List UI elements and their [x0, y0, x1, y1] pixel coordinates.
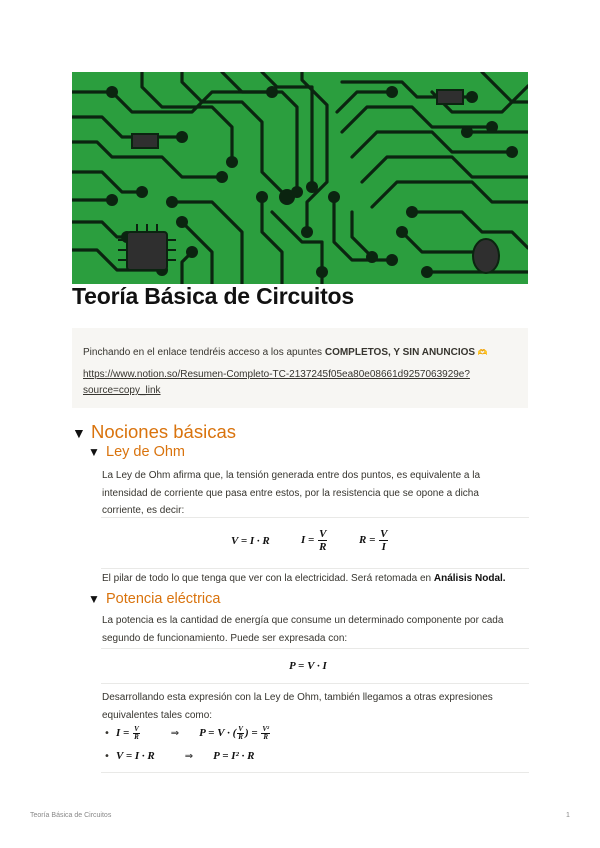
ohm-equation-block [101, 517, 529, 569]
divider [101, 772, 529, 773]
toggle-heading-potencia[interactable] [88, 591, 220, 607]
ohm-eq3-lhs: R = [359, 534, 376, 547]
bullet1-lhs: I = [116, 727, 130, 740]
bullet-icon: • [104, 728, 110, 740]
ohm-eq3 [359, 528, 389, 553]
bullet1-rhs-den: R [238, 733, 243, 741]
ohm-closing [102, 570, 532, 588]
page-title: Teoría Básica de Circuitos [72, 283, 354, 309]
ohm-eq2-fraction [318, 528, 327, 553]
bullet2-eq [116, 750, 254, 762]
notion-link[interactable] [83, 367, 516, 399]
footer-page-number: 1 [566, 812, 570, 819]
bullet1-rhs-num2: V² [262, 725, 270, 733]
bullet-icon: • [104, 751, 110, 762]
list-item [104, 726, 271, 741]
bullet1-lhs-frac [133, 726, 140, 741]
bullet1-rhs-num: V [238, 725, 243, 733]
notion-link-line1[interactable]: https://www.notion.so/Resumen-Completo-TC-2137245f05ea80e08661d9257063929e? [83, 369, 470, 380]
implies-arrow-icon: ⇒ [184, 751, 194, 762]
ohm-eq2-den: R [319, 541, 327, 553]
footer-title: Teoría Básica de Circuitos [30, 812, 112, 819]
ohm-eq3-den: I [381, 541, 386, 553]
power-eq: P = V · I [289, 660, 327, 672]
bullet2-rhs: P = I² · R [213, 750, 255, 762]
ohm-eq3-fraction [379, 528, 388, 553]
bullet1-rhs-frac [237, 726, 244, 741]
notion-link-line2[interactable]: source=copy_link [83, 385, 161, 396]
cover-image [72, 72, 528, 284]
bullet1-rhs-mid: ) = [244, 727, 258, 740]
power-equation-block [101, 648, 529, 684]
ohm-eq2-num: V [319, 528, 327, 540]
list-item [104, 750, 254, 762]
power-followup: Desarrollando esta expresión con la Ley de Ohm, también llegamos a otras expresiones equivalentes tales como: [102, 692, 493, 721]
toggle-triangle-icon[interactable]: ▼ [88, 445, 100, 459]
implies-arrow-icon: ⇒ [170, 728, 180, 740]
bullet1-lhs-den: R [134, 733, 139, 741]
heart-hands-icon: 🫶 [477, 348, 488, 357]
power-title: Potencia eléctrica [106, 591, 221, 607]
ohm-title: Ley de Ohm [106, 444, 185, 460]
ohm-closing-text: El pilar de todo lo que tenga que ver con la electricidad. Será retomada en [102, 573, 432, 584]
power-intro: La potencia es la cantidad de energía que consume un determinado componente por cada segundo de funcionamiento. Puede ser expresada con: [102, 615, 504, 644]
ohm-closing-bold: Análisis Nodal. [433, 573, 506, 584]
ohm-eq2 [301, 528, 328, 553]
bullet1-eq [116, 727, 271, 739]
callout-emphasis: COMPLETOS, Y SIN ANUNCIOS [324, 347, 476, 358]
callout-text: Pinchando en el enlace tendréis acceso a los apuntes [83, 347, 323, 358]
toggle-triangle-icon[interactable]: ▼ [88, 592, 100, 606]
bullet1-rhs-den2: R [263, 733, 269, 741]
section-title: Nociones básicas [91, 421, 236, 442]
ohm-eq3-num: V [380, 528, 388, 540]
ohm-intro: La Ley de Ohm afirma que, la tensión generada entre dos puntos, es equivalente a la intensidad de corriente que pasa entre estos, por la resistencia que se opone a dicha corriente, es decir: [102, 470, 481, 516]
bullet1-lhs-num: V [134, 725, 139, 733]
bullet1-rhs-frac2 [261, 726, 270, 741]
ohm-eq1: V = I · R [231, 535, 270, 547]
toggle-triangle-icon[interactable]: ▼ [72, 425, 86, 441]
circuit-board-illustration [72, 72, 528, 284]
bullet1-rhs-pre: P = V · ( [199, 727, 237, 740]
toggle-heading-nociones[interactable] [72, 421, 236, 443]
callout-box [72, 328, 528, 408]
ohm-eq2-lhs: I = [301, 534, 315, 547]
bullet2-lhs: V = I · R [116, 750, 155, 762]
toggle-heading-ohm[interactable] [88, 444, 185, 460]
